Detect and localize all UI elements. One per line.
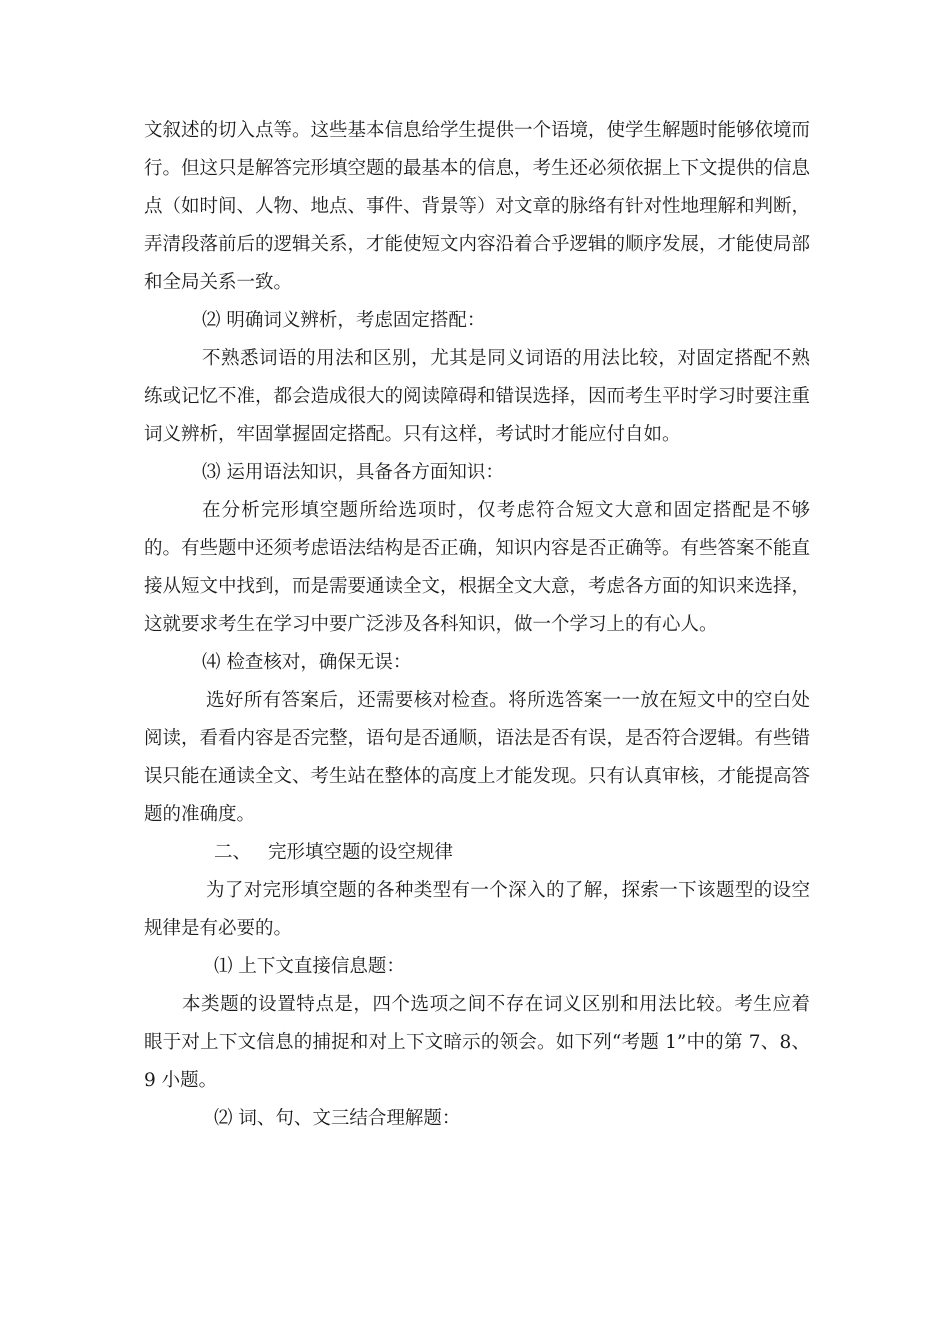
section-heading-blank-rules	[144, 834, 810, 872]
subheading-grammar: ⑶ 运用语法知识，具备各方面知识：	[202, 462, 504, 483]
document-body	[144, 112, 810, 1138]
subheading-direct-info: ⑴ 上下文直接信息题：	[214, 956, 405, 977]
paragraph-context-intro: 文叙述的切入点等。这些基本信息给学生提供一个语境，使学生解题时能够依境而行。但这只是解答完形填空题的最基本的信息，考生还必须依据上下文提供的信息点（如时间、人物、地点、事件、背景等）对文章的脉络有针对性地理解和判断，弄清段落前后的逻辑关系，才能使短文内容沿着合乎逻辑的顺序发展，才能使局部和全局关系一致。	[144, 120, 811, 293]
paragraph-word-meaning: 不熟悉词语的用法和区别，尤其是同义词语的用法比较，对固定搭配不熟练或记忆不准，都会造成很大的阅读障碍和错误选择，因而考生平时学习时要注重词义辨析，牢固掌握固定搭配。只有这样，考试时才能应付自如。	[144, 348, 811, 445]
subheading-combined: ⑵ 词、句、文三结合理解题：	[214, 1108, 461, 1129]
subheading-check: ⑷ 检查核对，确保无误：	[202, 652, 412, 673]
paragraph-grammar: 在分析完形填空题所给选项时，仅考虑符合短文大意和固定搭配是不够的。有些题中还须考虑语法结构是否正确，知识内容是否正确等。有些答案不能直接从短文中找到，而是需要通读全文，根据全文大意，考虑各方面的知识来选择，这就要求考生在学习中要广泛涉及各科知识，做一个学习上的有心人。	[144, 500, 811, 635]
section-number: 二、	[214, 842, 252, 863]
paragraph-direct-info: 本类题的设置特点是，四个选项之间不存在词义区别和用法比较。考生应着眼于对上下文信息的捕捉和对上下文暗示的领会。如下列“考题 1”中的第 7、8、9 小题。	[144, 994, 810, 1091]
paragraph-check: 选好所有答案后，还需要核对检查。将所选答案一一放在短文中的空白处阅读，看看内容是否完整，语句是否通顺，语法是否有误，是否符合逻辑。有些错误只能在通读全文、考生站在整体的高度上才能发现。只有认真审核，才能提高答题的准确度。	[144, 690, 811, 825]
subheading-word-meaning: ⑵ 明确词义辨析，考虑固定搭配：	[202, 310, 486, 331]
section-title: 完形填空题的设空规律	[268, 842, 454, 863]
paragraph-blank-rules-intro: 为了对完形填空题的各种类型有一个深入的了解，探索一下该题型的设空规律是有必要的。	[144, 880, 810, 939]
